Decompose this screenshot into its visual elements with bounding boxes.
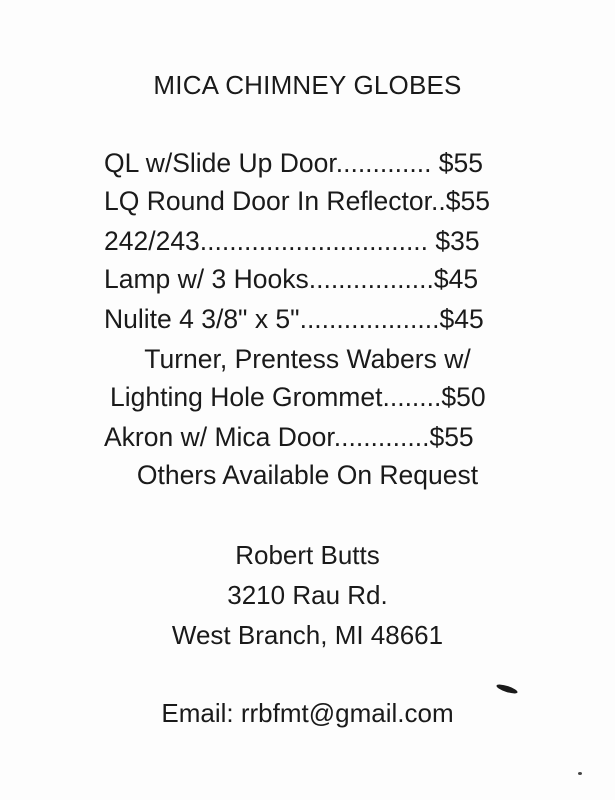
contact-city: West Branch, MI 48661 <box>171 620 444 650</box>
item-akron-mica-door: Akron w/ Mica Door.............$55 <box>104 422 474 452</box>
item-turner-prentess-wabers: Turner, Prentess Wabers w/ <box>144 344 471 374</box>
item-242-243: 242/243............................... $35 <box>104 226 480 256</box>
contact-email: Email: rrbfmt@gmail.com <box>161 698 454 728</box>
others-available-note: Others Available On Request <box>136 460 479 490</box>
ink-speck <box>578 772 582 775</box>
item-ql-slide-up-door: QL w/Slide Up Door............. $55 <box>104 148 484 178</box>
contact-street: 3210 Rau Rd. <box>227 580 388 610</box>
item-lq-round-door: LQ Round Door In Reflector..$55 <box>104 186 490 216</box>
item-nulite: Nulite 4 3/8" x 5"...................$45 <box>104 304 484 334</box>
item-lamp-3-hooks: Lamp w/ 3 Hooks.................$45 <box>104 264 479 294</box>
item-lighting-hole-grommet: Lighting Hole Grommet........$50 <box>110 382 486 412</box>
ink-smudge <box>496 683 519 696</box>
contact-name: Robert Butts <box>235 540 380 570</box>
document-title: MICA CHIMNEY GLOBES <box>153 70 462 100</box>
